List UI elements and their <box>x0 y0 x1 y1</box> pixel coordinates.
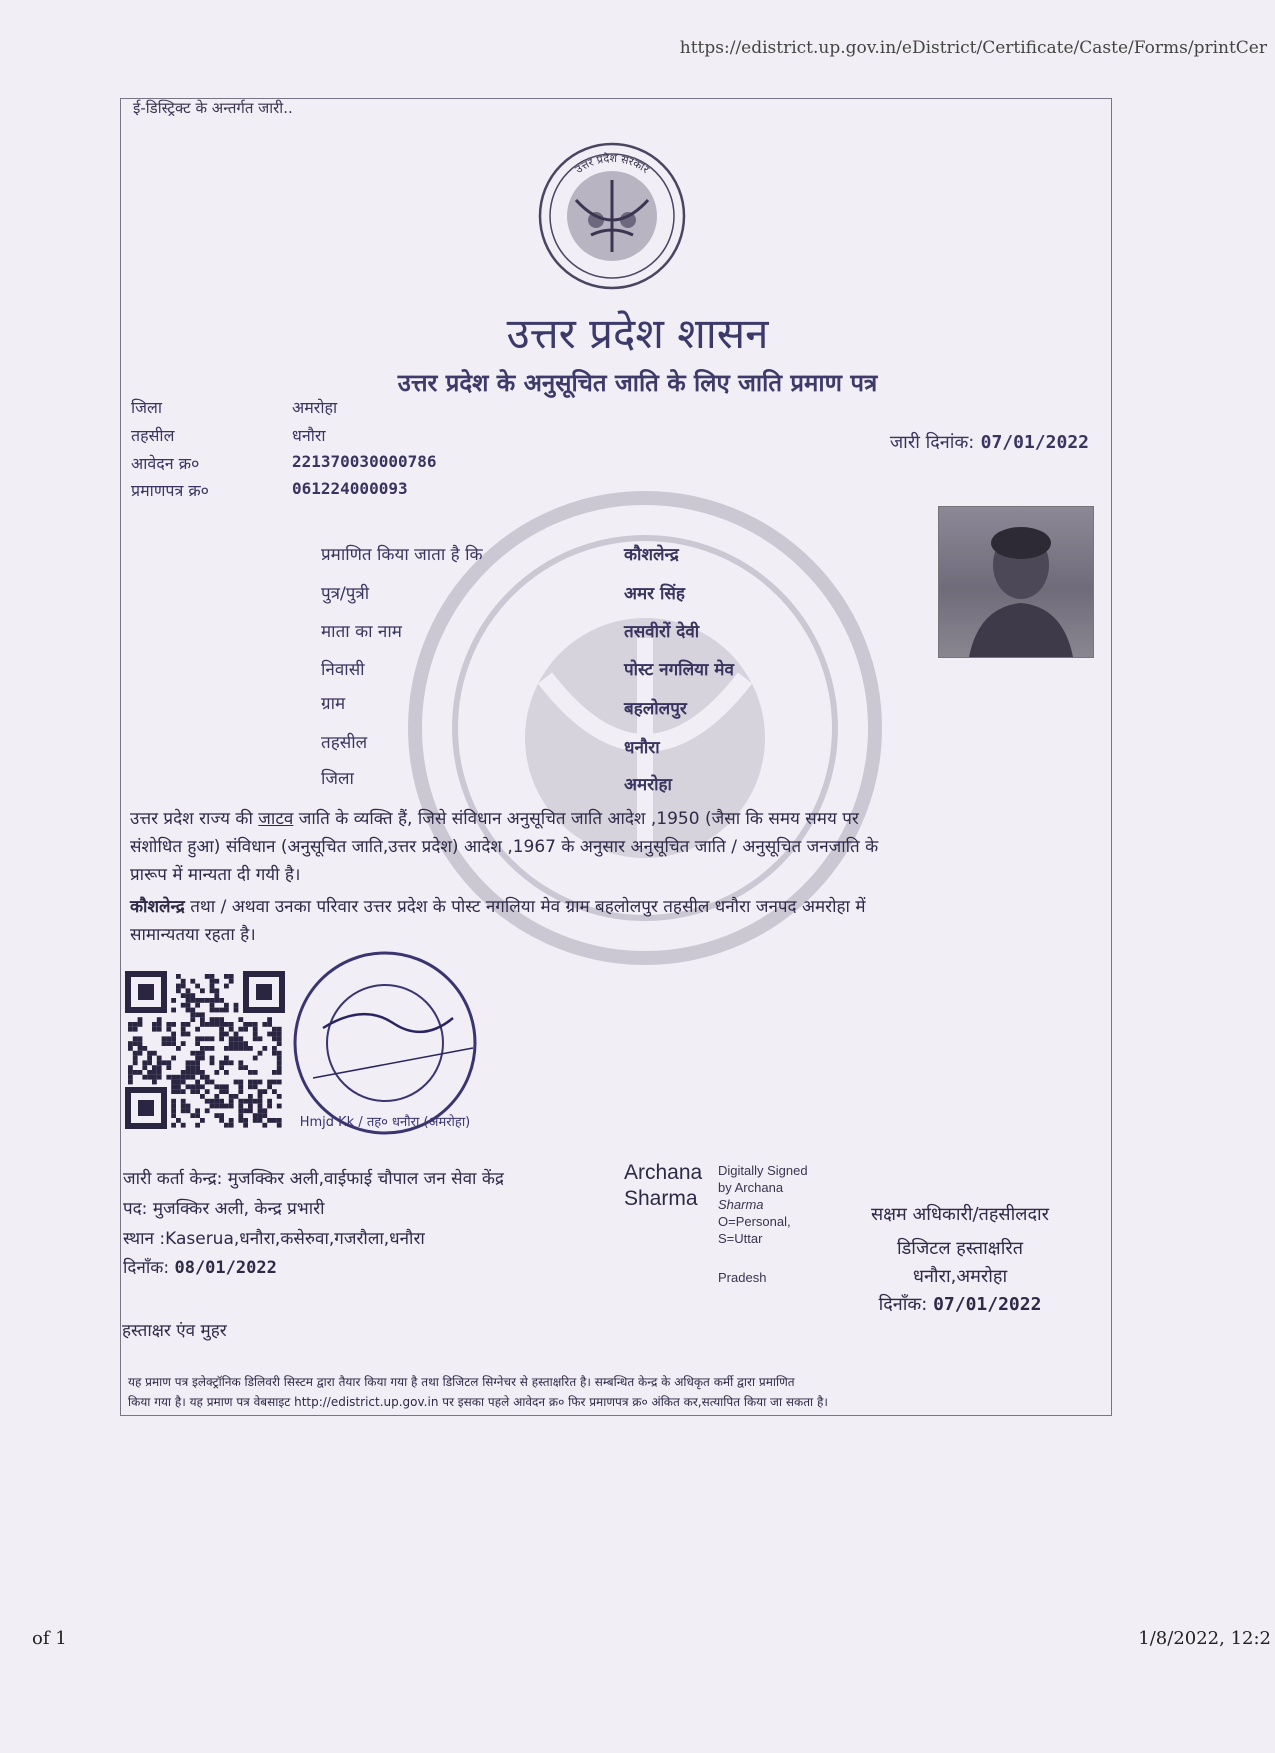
district-value: अमरोहा <box>292 398 338 417</box>
sign-detail: O=Personal, <box>718 1214 791 1229</box>
mother-name: तसवीरों देवी <box>624 622 700 642</box>
certificate-number: 061224000093 <box>292 479 408 498</box>
issue-date-label: जारी दिनांक: <box>889 432 975 453</box>
sign-detail: Sharma <box>718 1197 764 1212</box>
field-label-tehsil: तहसील <box>321 733 368 753</box>
tehsil-value: धनौरा <box>292 426 326 445</box>
applicant-photo <box>938 506 1094 658</box>
district-name: अमरोहा <box>624 775 672 795</box>
footer-line1: यह प्रमाण पत्र इलेक्ट्रॉनिक डिलिवरी सिस्टम द्वारा तैयार किया गया है तथा डिजिटल सिग्नेचर से हस्ताक्षरित है। सम्बन्धित केन्द्र के अधिकृत कर्मी द्वारा प्रमाणित <box>128 1375 795 1389</box>
print-url: https://edistrict.up.gov.in/eDistrict/Certificate/Caste/Forms/printCer <box>679 38 1267 58</box>
sign-detail: S=Uttar <box>718 1231 763 1246</box>
emblem-text: उत्तर प्रदेश सरकार <box>572 151 652 177</box>
issuer-post: पद: मुजक्किर अली, केन्द्र प्रभारी <box>123 1199 325 1219</box>
signature-seal-label: हस्ताक्षर एंव मुहर <box>122 1321 227 1341</box>
issuer-date: 08/01/2022 <box>174 1258 277 1278</box>
caste-name: जाटव <box>258 809 294 829</box>
authority-place: धनौरा,अमरोहा <box>912 1266 1008 1287</box>
field-label-mother: माता का नाम <box>321 622 402 642</box>
application-label: आवेदन क्र० <box>131 454 200 473</box>
certificate-number-label: प्रमाणपत्र क्र० <box>131 481 209 500</box>
signer-last-name: Sharma <box>624 1187 698 1210</box>
up-emblem-icon <box>536 140 688 292</box>
field-label-certified: प्रमाणित किया जाता है कि <box>321 545 483 565</box>
issuing-center: जारी कर्ता केन्द्र: मुजक्किर अली,वाईफाई चौपाल जन सेवा केंद्र <box>123 1169 504 1189</box>
statement-line1: जाति के व्यक्ति हैं, जिसे संविधान अनुसूचित जाति आदेश ,1950 (जैसा कि समय समय पर <box>298 809 859 829</box>
applicant-name: कौशलेन्द्र <box>624 545 679 565</box>
print-timestamp: 1/8/2022, 12:2 <box>1138 1628 1271 1649</box>
authority-title: सक्षम अधिकारी/तहसीलदार <box>870 1204 1050 1225</box>
statement-prefix: उत्तर प्रदेश राज्य की <box>130 809 253 829</box>
village-name: बहलोलपुर <box>624 699 687 719</box>
residence-statement <box>130 893 1080 949</box>
caste-statement <box>130 805 1080 889</box>
resident-post: पोस्ट नगलिया मेव <box>624 660 734 680</box>
issue-date-block <box>890 430 1089 454</box>
authority-date: 07/01/2022 <box>933 1294 1042 1315</box>
statement-line3: प्रारूप में मान्यता दी गयी है। <box>130 865 301 885</box>
application-number: 221370030000786 <box>292 452 437 471</box>
sign-detail-pradesh: Pradesh <box>718 1270 767 1285</box>
authority-date-block <box>830 1292 1090 1316</box>
issuer-place: स्थान :Kaserua,धनौरा,कसेरुवा,गजरौला,धनौरा <box>123 1229 425 1249</box>
field-label-parent: पुत्र/पुत्री <box>321 584 370 604</box>
field-label-resident: निवासी <box>321 660 365 680</box>
sign-detail: Digitally Signed <box>718 1163 808 1178</box>
statement-line2: संशोधित हुआ) संविधान (अनुसूचित जाति,उत्तर प्रदेश) आदेश ,1967 के अनुसार अनुसूचित जाति / अनुसूचित जनजाति के <box>130 837 879 857</box>
issued-under-note: ई-डिस्ट्रिक्ट के अन्तर्गत जारी.. <box>133 99 293 117</box>
footer-line2: किया गया है। यह प्रमाण पत्र वेबसाइट http://edistrict.up.gov.in पर इसका पहले आवेदन क्र० फिर प्रमाणपत्र क्र० अंकित कर,सत्यापित किया जा सकता है। <box>128 1395 828 1409</box>
issue-date: 07/01/2022 <box>980 432 1089 453</box>
page-count: of 1 <box>32 1628 67 1649</box>
residence-name: कौशलेन्द्र <box>130 897 185 917</box>
footer-note <box>128 1372 1088 1412</box>
tehsil-label: तहसील <box>131 426 175 445</box>
residence-line1: तथा / अथवा उनका परिवार उत्तर प्रदेश के पोस्ट नगलिया मेव ग्राम बहलोलपुर तहसील धनौरा जनपद अमरोहा में <box>190 897 866 917</box>
signer-first-name: Archana <box>624 1161 703 1184</box>
official-seal-icon <box>283 948 487 1138</box>
issuer-date-block <box>123 1255 277 1278</box>
digitally-signed-label: डिजिटल हस्ताक्षरित <box>897 1238 1023 1259</box>
digital-signature-details <box>718 1162 808 1247</box>
field-label-district: जिला <box>321 769 354 789</box>
authority-date-label: दिनाँक: <box>878 1294 928 1315</box>
sign-detail: by Archana <box>718 1180 784 1195</box>
government-heading: उत्तर प्रदेश शासन <box>506 309 769 358</box>
field-label-village: ग्राम <box>321 694 346 714</box>
district-label: जिला <box>131 398 163 417</box>
seal-text: Hmjd Kk / तह० धनौरा (अमरोहा) <box>299 1115 471 1130</box>
father-name: अमर सिंह <box>624 584 685 604</box>
person-photo-icon <box>939 507 1093 657</box>
qr-code-icon <box>124 970 286 1130</box>
certificate-title: उत्तर प्रदेश के अनुसूचित जाति के लिए जाति प्रमाण पत्र <box>397 368 878 397</box>
issuer-date-label: दिनाँक: <box>123 1258 170 1278</box>
residence-line2: सामान्यतया रहता है। <box>130 925 256 945</box>
tehsil-name: धनौरा <box>624 738 660 758</box>
signer-name <box>624 1160 702 1212</box>
